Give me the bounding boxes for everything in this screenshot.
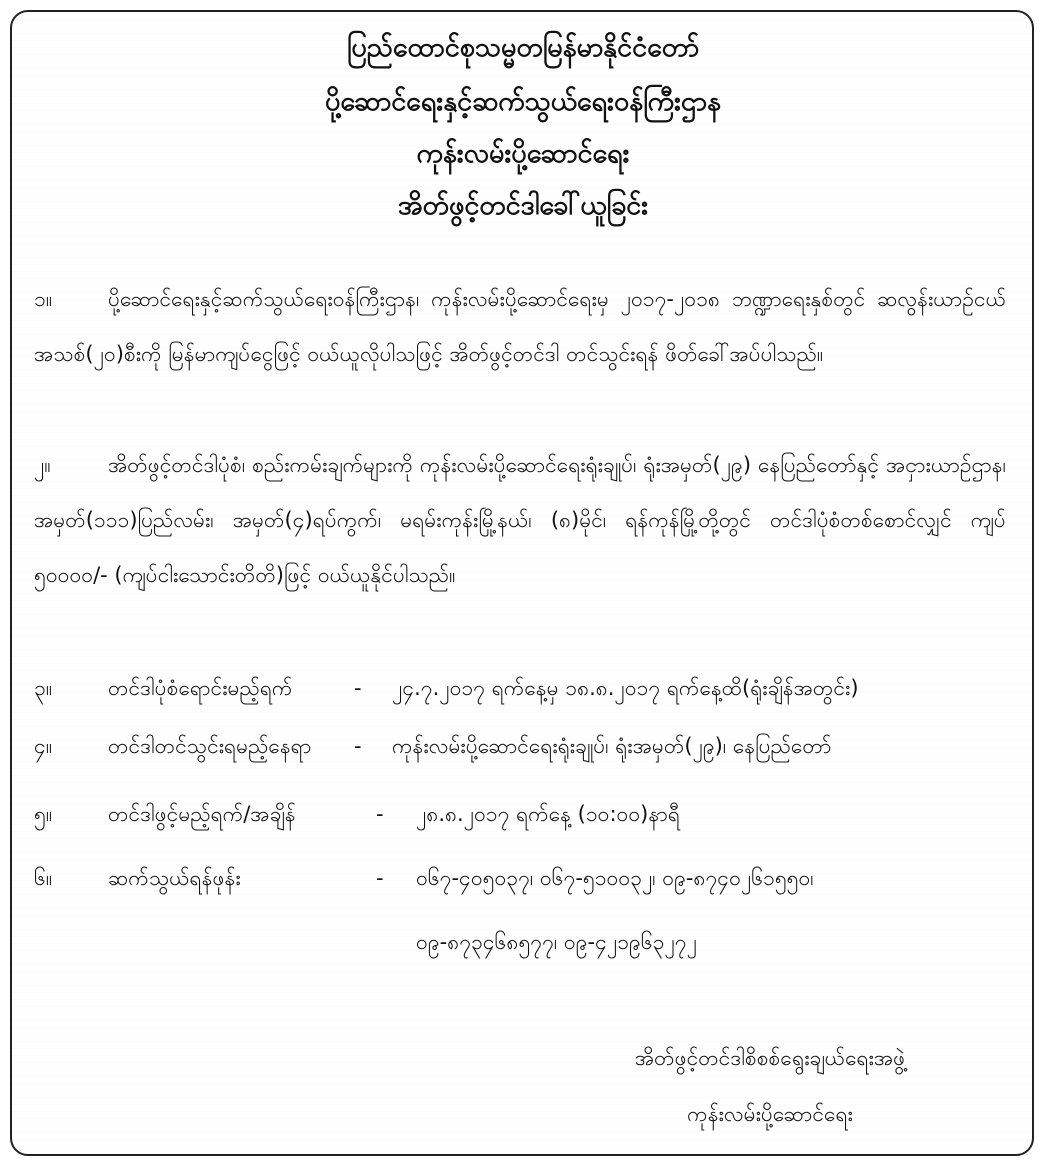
heading-department: ကုန်းလမ်းပို့ဆောင်ရေး [416,138,630,169]
detail-separator: - [354,734,362,758]
heading-notice-title: အိတ်ဖွင့်တင်ဒါခေါ်ယူခြင်း [397,190,649,221]
detail-number: ၆။ [34,866,53,890]
paragraph-1-text: ပို့ဆောင်ရေးနှင့်ဆက်သွယ်ရေးဝန်ကြီးဌာန၊ ကုန်းလမ်းပို့ဆောင်ရေးမှ ၂၀၁၇-၂၀၁၈ ဘဏ္ဍာရေးနှစ်တွင် ဆလွန်းယာဉ်ငယ်အသစ်(၂၀)စီးကို မြန်မာကျပ်ငွေဖြင့် ဝယ်ယူလိုပါသဖြင့် အိတ်ဖွင့်တင်ဒါ တင်သွင်းရန် ဖိတ်ခေါ်အပ်ပါသည်။ [34,287,1006,366]
paragraph-2-number: ၂။ [34,453,51,477]
detail-number: ၅။ [34,802,53,826]
signature-committee: အိတ်ဖွင့်တင်ဒါစိစစ်ရွေးချယ်ရေးအဖွဲ့ [634,1046,906,1070]
signature-department: ကုန်းလမ်းပို့ဆောင်ရေး [687,1102,853,1126]
paragraph-2 [34,438,1006,603]
detail-separator: - [376,802,384,826]
detail-label: တင်ဒါတင်သွင်းရမည့်နေရာ [108,734,312,758]
detail-row-contact-phone [34,858,1006,898]
detail-row-submission-place [34,726,1006,766]
detail-number: ၃။ [34,676,53,700]
detail-value: ၀၆၇-၄၀၅၀၃၇၊ ၀၆၇-၅၁၀၀၃၂၊ ၀၉-၈၇၄၀၂၆၁၅၅၀၊ [416,866,814,890]
detail-row-sale-date [34,668,1006,708]
detail-label: တင်ဒါဖွင့်မည့်ရက်/အချိန် [108,802,296,826]
detail-value: ၂၄.၇.၂၀၁၇ ရက်နေ့မှ ၁၈.၈.၂၀၁၇ ရက်နေ့ထိ(ရုံးချိန်အတွင်း) [392,676,859,700]
paragraph-2-text: အိတ်ဖွင့်တင်ဒါပုံစံ၊ စည်းကမ်းချက်များကို ကုန်းလမ်းပို့ဆောင်ရေးရုံးချုပ်၊ ရုံးအမှတ်(၂၉) နေပြည်တော်နှင့် အငှားယာဉ်ဌာန၊ အမှတ်(၁၁၁)ပြည်လမ်း၊ အမှတ်(၄)ရပ်ကွက်၊ မရမ်းကုန်းမြို့နယ်၊ (၈)မိုင်၊ ရန်ကုန်မြို့တို့တွင် တင်ဒါပုံစံတစ်စောင်လျှင် ကျပ် ၅၀၀၀၀/- (ကျပ်ငါးသောင်းတိတိ)ဖြင့် ဝယ်ယူနိုင်ပါသည်။ [34,453,1006,587]
detail-separator: - [376,866,384,890]
detail-number: ၄။ [34,734,53,758]
detail-separator: - [354,676,362,700]
detail-label: တင်ဒါပုံစံရောင်းမည့်ရက် [108,676,293,700]
detail-value: ၂၈.၈.၂၀၁၇ ရက်နေ့ (၁၀:၀၀)နာရီ [416,802,680,826]
contact-phone-continued: ၀၉-၈၇၃၄၆၈၅၇၇၊ ၀၉-၄၂၁၉၆၃၂၇၂ [416,930,697,954]
paragraph-1-number: ၁။ [34,287,53,311]
detail-row-opening-date [34,794,1006,834]
paragraph-1 [34,272,1006,382]
heading-ministry: ပို့ဆောင်ရေးနှင့်ဆက်သွယ်ရေးဝန်ကြီးဌာန [325,86,721,117]
detail-label: ဆက်သွယ်ရန်ဖုန်း [108,866,241,890]
heading-country: ပြည်ထောင်စုသမ္မတမြန်မာနိုင်ငံတော် [346,32,700,63]
detail-value: ကုန်းလမ်းပို့ဆောင်ရေးရုံးချုပ်၊ ရုံးအမှတ်(၂၉)၊ နေပြည်တော် [392,734,832,758]
